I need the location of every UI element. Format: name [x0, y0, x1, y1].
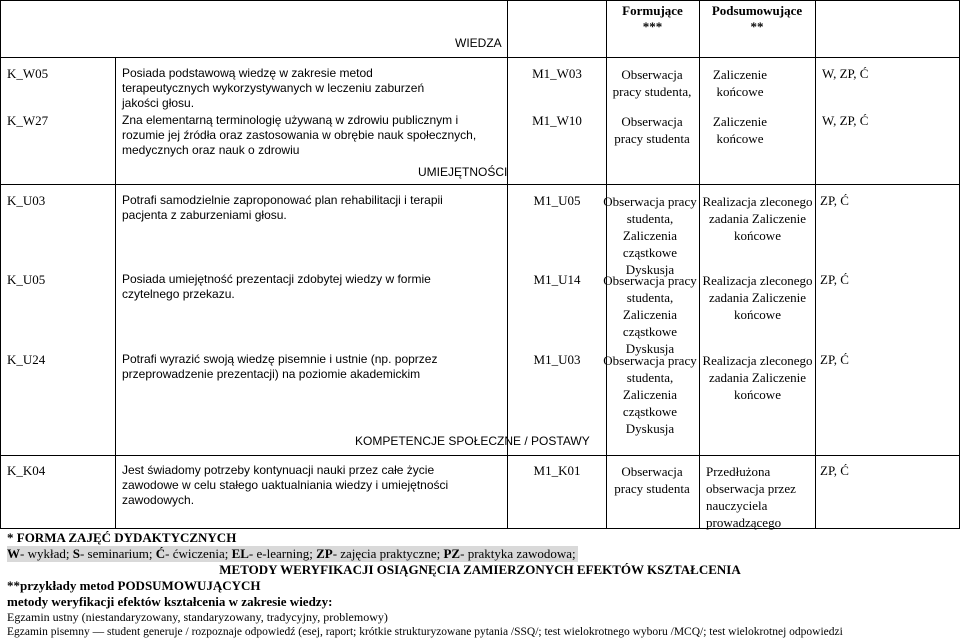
row-summ-kw05: Zaliczenie końcowe — [712, 67, 768, 99]
row-form-ku05: Obserwacja pracy studenta, Zaliczenia cząstkowe Dyskusja — [603, 273, 697, 356]
row-summ-kw27: Zaliczenie końcowe — [712, 114, 768, 146]
row-desc-ku03: Potrafi samodzielnie zaproponować plan rehabilitacji i terapii pacjenta z zaburzeniami głosu. — [122, 193, 443, 222]
forma-title: * FORMA ZAJĘĆ DYDAKTYCZNYCH — [7, 530, 237, 545]
formujace-stars: *** — [642, 19, 663, 34]
row-code-ku05: K_U05 — [7, 272, 46, 287]
legend-abbr-pz: PZ — [443, 546, 461, 561]
row-ref-kw05: M1_W03 — [532, 66, 582, 81]
section-wiedza: WIEDZA — [455, 36, 502, 50]
section-kompetencje: KOMPETENCJE SPOŁECZNE / POSTAWY — [355, 434, 590, 448]
legend-text-zp: - zajęcia praktyczne; — [332, 546, 444, 561]
row-code-kw05: K_W05 — [7, 66, 49, 81]
formujace-label: Formujące — [622, 3, 683, 18]
legend-text-el: - e-learning; — [248, 546, 317, 561]
metody-title: METODY WERYFIKACJI OSIĄGNĘCIA ZAMIERZONYCH EFEKTÓW KSZTAŁCENIA — [219, 562, 741, 577]
legend-abbr-w: W — [7, 546, 20, 561]
row-summ-ku03: Realizacja zleconego zadania Zaliczenie końcowe — [702, 194, 813, 243]
row-desc-kw27: Zna elementarną terminologię używaną w zdrowiu publicznym i rozumie jej źródła oraz zastosowania w obrębie nauk społecznych, medycznych oraz nauk o zdrowiu — [122, 113, 477, 157]
row-desc-ku24: Potrafi wyrazić swoją wiedzę pisemnie i ustnie (np. poprzez przeprowadzenie prezentacji) na poziomie akademickim — [122, 352, 438, 381]
legend-text-s: - seminarium; — [79, 546, 156, 561]
row-forms-ku03: ZP, Ć — [820, 193, 849, 208]
legend-abbr-s: S — [72, 546, 80, 561]
row-desc-ku05: Posiada umiejętność prezentacji zdobytej wiedzy w formie czytelnego przekazu. — [122, 272, 431, 301]
row-desc-kw05: Posiada podstawową wiedzę w zakresie metod terapeutycznych wykorzystywanych w leczeniu zaburzeń jakości głosu. — [122, 66, 425, 110]
row-ref-ku03: M1_U05 — [533, 193, 581, 208]
row-code-ku03: K_U03 — [7, 193, 46, 208]
row-form-ku24: Obserwacja pracy studenta, Zaliczenia cząstkowe Dyskusja — [603, 353, 697, 436]
row-ref-ku05: M1_U14 — [533, 272, 581, 287]
row-form-kk04: Obserwacja pracy studenta — [614, 464, 690, 496]
row-form-ku03: Obserwacja pracy studenta, Zaliczenia cząstkowe Dyskusja — [603, 194, 697, 277]
legend-abbr-el: EL — [231, 546, 249, 561]
row-form-kw27: Obserwacja pracy studenta — [614, 114, 690, 146]
row-forms-kk04: ZP, Ć — [820, 463, 849, 478]
egzamin-pisemny: Egzamin pisemny — student generuje / rozpoznaje odpowiedź (esej, raport; krótkie strukturyzowane pytania /SSQ/; test wielokrotnego wyboru /MCQ/; test wielokrotnej odpowiedzi — [7, 626, 843, 638]
row-summ-ku05: Realizacja zleconego zadania Zaliczenie końcowe — [702, 273, 813, 322]
row-forms-kw27: W, ZP, Ć — [822, 113, 869, 128]
podsumowujace-label: Podsumowujące — [711, 3, 803, 18]
row-ref-kk04: M1_K01 — [533, 463, 581, 478]
legend-abbr-zp: ZP — [316, 546, 333, 561]
legend-line — [7, 546, 578, 562]
legend-text-pz: - praktyka zawodowa; — [460, 546, 576, 561]
row-summ-ku24: Realizacja zleconego zadania Zaliczenie końcowe — [702, 353, 813, 402]
legend-abbr-c: Ć — [155, 546, 166, 561]
metody-weryfikacji-heading: metody weryfikacji efektów kształcenia w zakresie wiedzy: — [7, 594, 333, 609]
row-forms-ku24: ZP, Ć — [820, 352, 849, 367]
formujace-header — [606, 3, 699, 35]
row-code-ku24: K_U24 — [7, 352, 46, 367]
row-ref-ku24: M1_U03 — [533, 352, 581, 367]
podsumowujace-stars: ** — [750, 19, 764, 34]
row-summ-kk04: Przedłużona obserwacja przez nauczyciela prowadzącego — [706, 464, 796, 530]
podsumowujace-header — [699, 3, 815, 35]
row-desc-kk04: Jest świadomy potrzeby kontynuacji nauki przez całe życie zawodowe w celu stałego uaktualniania wiedzy i umiejętności zawodowych. — [122, 463, 449, 507]
row-ref-kw27: M1_W10 — [532, 113, 582, 128]
egzamin-ustny: Egzamin ustny (niestandaryzowany, standaryzowany, tradycyjny, problemowy) — [7, 610, 388, 624]
row-form-kw05: Obserwacja pracy studenta, — [612, 67, 692, 99]
legend-text-w: - wykład; — [20, 546, 73, 561]
row-code-kk04: K_K04 — [7, 463, 46, 478]
row-forms-kw05: W, ZP, Ć — [822, 66, 869, 81]
legend-text-c: - ćwiczenia; — [165, 546, 232, 561]
przyklady-heading: **przykłady metod PODSUMOWUJĄCYCH — [7, 578, 261, 593]
section-umiejetnosci: UMIEJĘTNOŚCI — [418, 165, 508, 179]
row-forms-ku05: ZP, Ć — [820, 272, 849, 287]
row-code-kw27: K_W27 — [7, 113, 49, 128]
